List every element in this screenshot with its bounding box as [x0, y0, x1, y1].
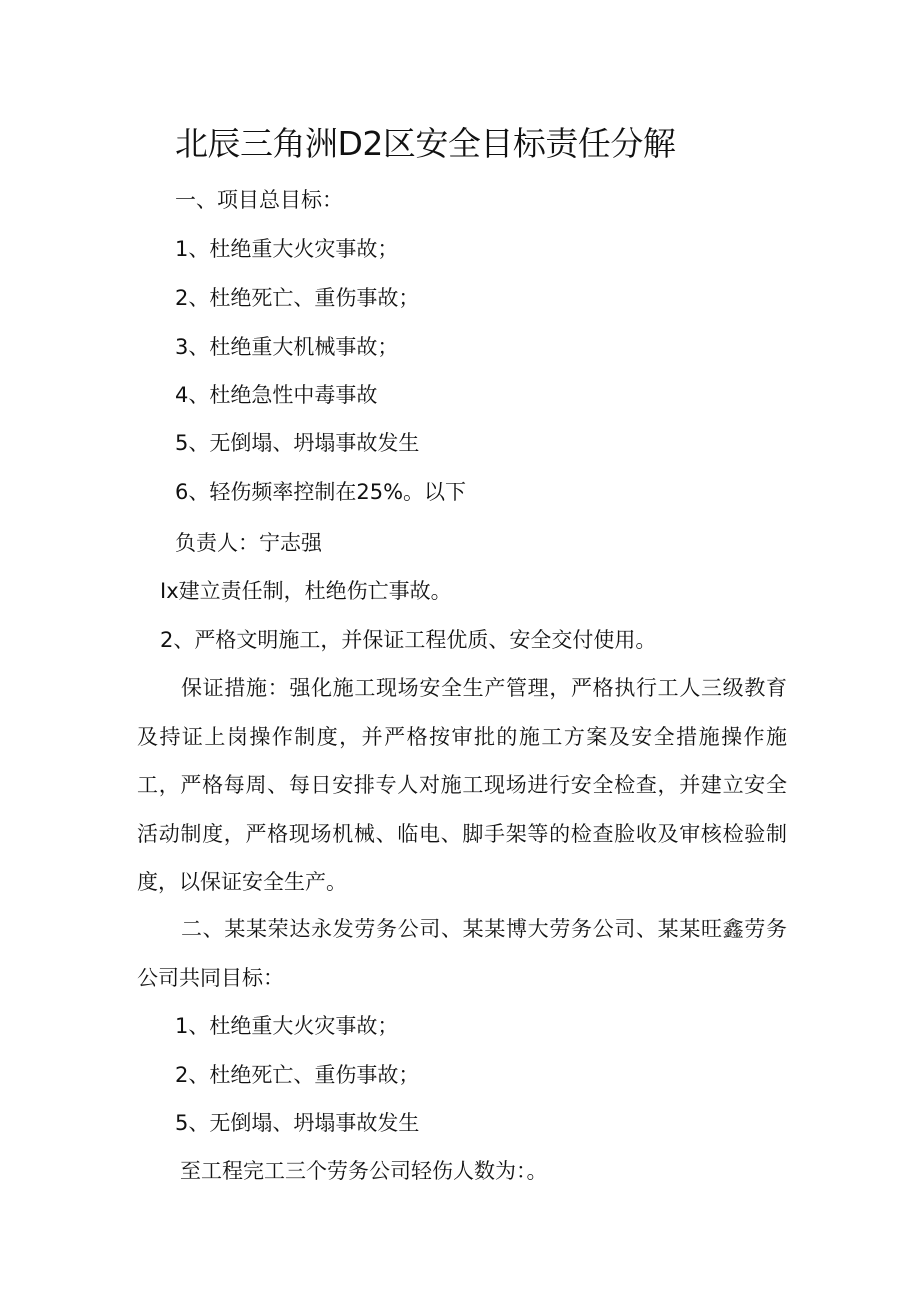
- section1-goal: 6、轻伤频率控制在25%。以下: [175, 480, 467, 504]
- closing-line: 至工程完工三个劳务公司轻伤人数为：。: [180, 1159, 548, 1183]
- section1-goal: 5、无倒塌、坍塌事故发生: [175, 431, 420, 455]
- section1-goal: 1、杜绝重大火灾事故；: [175, 237, 399, 261]
- list-item: 2、严格文明施工，并保证工程优质、安全交付使用。: [160, 628, 657, 652]
- section2-goal: 1、杜绝重大火灾事故；: [175, 1014, 399, 1038]
- section1-heading: 一、项目总目标：: [175, 188, 343, 212]
- responsible-person: 负责人：宁志强: [175, 531, 322, 555]
- measures-paragraph: 保证措施：强化施工现场安全生产管理，严格执行工人三级教育及持证上岗操作制度，并严格按审批的施工方案及安全措施操作施工，严格每周、每日安排专人对施工现场进行安全检查，并建立安全活动制度，严格现场机械、临电、脚手架等的检查脸收及审核检验制度，以保证安全生产。: [137, 676, 787, 894]
- section2-heading: 二、某某荣达永发劳务公司、某某博大劳务公司、某某旺鑫劳务公司共同目标：: [137, 917, 787, 990]
- section2-goal: 5、无倒塌、坍塌事故发生: [175, 1111, 420, 1135]
- section2-goal: 2、杜绝死亡、重伤事故；: [175, 1063, 420, 1087]
- section1-goal: 4、杜绝急性中毒事故: [175, 383, 378, 407]
- section1-goal: 2、杜绝死亡、重伤事故；: [175, 286, 420, 310]
- list-item: Ix建立责任制，杜绝伤亡事故。: [160, 579, 452, 603]
- section1-goal: 3、杜绝重大机械事故；: [175, 335, 399, 359]
- document-title: 北辰三角洲D2区安全目标责任分解: [175, 124, 676, 163]
